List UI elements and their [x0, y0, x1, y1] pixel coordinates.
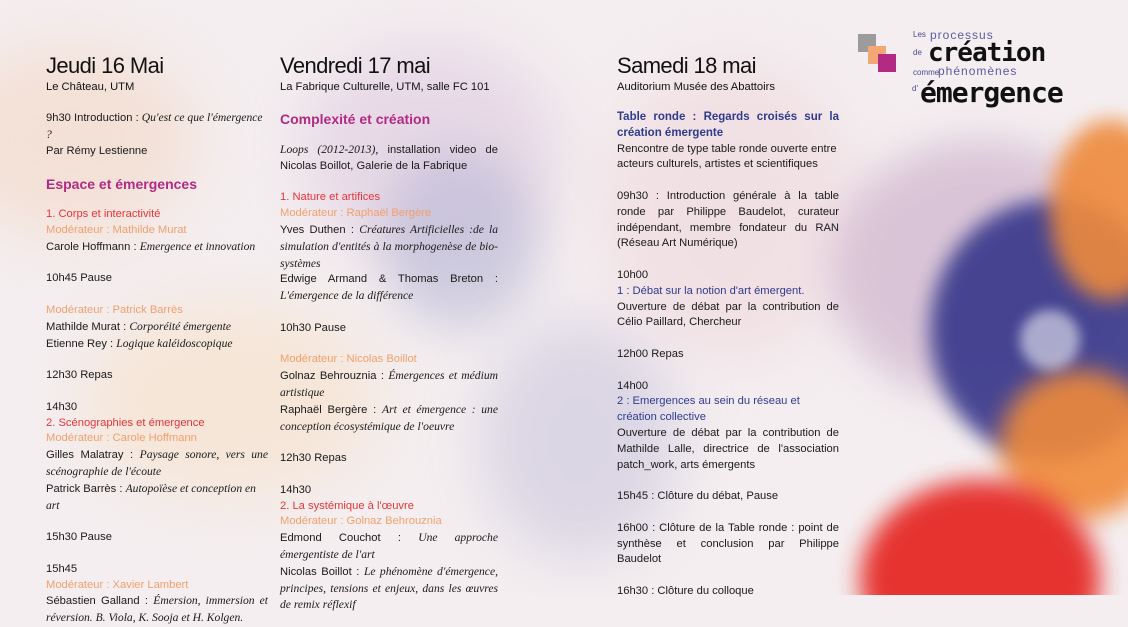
day-column-friday: [280, 52, 498, 614]
talk-entry: [280, 564, 498, 614]
moderator: Modérateur : Nicolas Boillot: [280, 353, 417, 366]
talk-entry: [280, 402, 498, 436]
speaker-name: Carole Hoffmann :: [46, 240, 140, 253]
speaker-name: Nicolas Boillot :: [280, 565, 364, 578]
debate-title: 1 : Débat sur la notion d'art émergent.: [617, 284, 805, 297]
logo-emergence: émergence: [920, 76, 1063, 109]
day-title: Jeudi 16 Mai: [46, 53, 164, 78]
talk-title: Qu'est ce que l'émergence ?: [46, 111, 263, 141]
speaker-name: Patrick Barrès :: [46, 482, 126, 495]
time-label: 10h00: [617, 268, 649, 281]
day-title: Samedi 18 mai: [617, 53, 756, 78]
talk-title: Paysage sonore, vers une scénographie de l'écoute: [46, 448, 268, 478]
closing-line: 16h30 : Clôture du colloque: [617, 584, 754, 597]
talk-title: Autopoïèse et conception en art: [46, 481, 256, 512]
logo-les: Les: [913, 30, 926, 39]
talk-title: Émergences et médium artistique: [280, 369, 498, 399]
day-column-thursday: [46, 52, 268, 627]
speaker-name: Edwige Armand & Thomas Breton :: [280, 273, 498, 286]
meal: 12h30 Repas: [280, 452, 347, 465]
talk-entry: [280, 368, 498, 402]
meal: 12h30 Repas: [46, 369, 113, 382]
meal: 12h00 Repas: [617, 347, 684, 360]
talk-title: Logique kaléidoscopique: [116, 336, 233, 350]
moderator: Modérateur : Xavier Lambert: [46, 578, 189, 591]
logo-creation: création: [928, 38, 1046, 68]
round-table-title: Table ronde : Regards croisés sur la création émergente: [617, 111, 839, 139]
debate-desc: Ouverture de débat par la contribution de Mathilde Lalle, directrice de l'association patch_work, arts émergents: [617, 426, 839, 471]
speaker-name: Gilles Malatray :: [46, 449, 140, 462]
speaker-name: Raphaël Bergère :: [280, 403, 383, 416]
time-label: 15h45: [46, 562, 78, 575]
intro-line: 09h30 : Introduction générale à la table ronde par Philippe Baudelot, curateur indépendant, membre fondateur du RAN (Réseau Art Numérique): [617, 189, 839, 250]
talk-title: Art et émergence : une conception écosystémique de l'oeuvre: [280, 402, 498, 433]
debate-title: 2 : Emergences au sein du réseau et création collective: [617, 395, 800, 424]
logo-phenomenes: phénomènes: [938, 64, 1018, 78]
time-label: 9h30 Introduction :: [46, 112, 142, 124]
talk-entry: [280, 222, 498, 272]
time-label: 14h30: [280, 483, 312, 496]
speaker: Par Rémy Lestienne: [46, 144, 148, 157]
moderator: Modérateur : Patrick Barrès: [46, 303, 183, 316]
talk-entry: [46, 447, 268, 481]
talk-entry: [46, 481, 268, 515]
talk-title: Emergence et innovation: [139, 239, 256, 253]
speaker-name: Sébastien Galland :: [46, 595, 154, 608]
logo: [858, 26, 1110, 118]
logo-processus: processus: [930, 28, 994, 42]
speaker-name: Edmond Couchot :: [280, 532, 419, 545]
speaker-name: Yves Duthen :: [280, 223, 360, 236]
moderator: Modérateur : Raphaël Bergère: [280, 207, 432, 220]
work-desc: installation video de Nicolas Boillot, Galerie de la Fabrique: [280, 144, 498, 172]
speaker-name: Mathilde Murat :: [46, 320, 130, 333]
venue: La Fabrique Culturelle, UTM, salle FC 101: [280, 81, 490, 93]
moderator: Modérateur : Mathilde Murat: [46, 223, 187, 236]
talk-entry: [46, 336, 268, 353]
section-title: Espace et émergences: [46, 176, 197, 193]
moderator: Modérateur : Golnaz Behrouznia: [280, 515, 442, 528]
talk-entry: [46, 239, 268, 256]
day-column-saturday: [617, 52, 839, 600]
pause: 10h30 Pause: [280, 321, 346, 334]
closing-line: 16h00 : Clôture de la Table ronde : point de synthèse et conclusion par Philippe Baudelot: [617, 521, 839, 566]
talk-title: Corporéité émergente: [129, 319, 231, 333]
talk-title: Une approche émergentiste de l'art: [280, 531, 498, 561]
pause: 15h30 Pause: [46, 531, 112, 544]
session-title: 1. Corps et interactivité: [46, 208, 161, 221]
talk-entry: [280, 272, 498, 305]
talk-title: Émersion, immersion et réversion. B. Viola, K. Sooja et H. Kolgen.: [46, 594, 268, 625]
debate-desc: Ouverture de débat par la contribution de Célio Paillard, Chercheur: [617, 300, 839, 329]
talk-entry: [46, 319, 268, 336]
pause: 10h45 Pause: [46, 272, 112, 285]
intro-line: [46, 110, 268, 144]
round-table-desc: Rencontre de type table ronde ouverte entre acteurs culturels, artistes et scientifiques: [617, 142, 837, 171]
talk-title: Le phénomène d'émergence, principes, tensions et enjeux, dans les œuvres de remix réflexif: [280, 564, 498, 612]
time-label: 14h30: [46, 400, 78, 413]
moderator: Modérateur : Carole Hoffmann: [46, 432, 197, 445]
session-title: 2. Scénographies et émergence: [46, 416, 205, 429]
day-title: Vendredi 17 mai: [280, 53, 430, 78]
logo-comme: comme: [913, 68, 940, 77]
talk-title: L'émergence de la différence: [280, 289, 414, 303]
speaker-name: Etienne Rey :: [46, 337, 117, 350]
installation-entry: [280, 142, 498, 175]
session-title: 2. La systémique à l'œuvre: [280, 499, 414, 512]
talk-entry: [46, 593, 268, 627]
venue: Auditorium Musée des Abattoirs: [617, 81, 775, 93]
session-title: 1. Nature et artifices: [280, 191, 381, 204]
time-label: 14h00: [617, 379, 649, 392]
talk-entry: [280, 530, 498, 564]
talk-title: Créatures Artificielles :de la simulation d'entités à la morphogenèse de bio-systèmes: [280, 222, 499, 270]
speaker-name: Golnaz Behrouznia :: [280, 370, 389, 383]
work-title: Loops (2012-2013),: [280, 143, 379, 156]
logo-de: de: [913, 48, 922, 57]
logo-d: d': [912, 84, 918, 93]
venue: Le Château, UTM: [46, 81, 135, 93]
logo-square: [878, 54, 896, 72]
section-title: Complexité et création: [280, 111, 431, 127]
closing-line: 15h45 : Clôture du débat, Pause: [617, 490, 779, 503]
